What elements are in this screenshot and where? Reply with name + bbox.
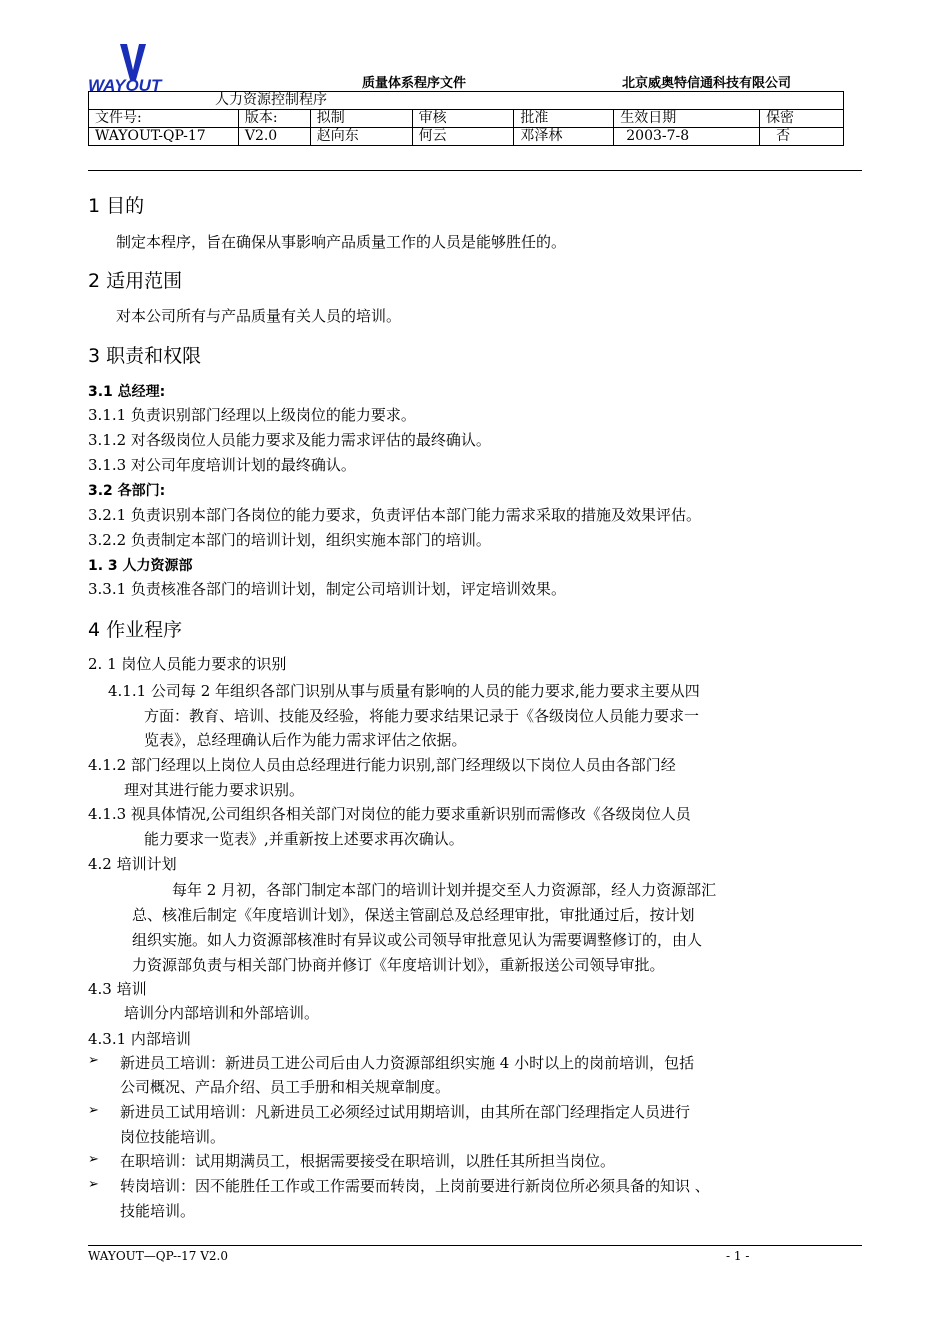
arrow-bullet-icon: ➢ [88,1103,99,1118]
item-4-1-3-line: 能力要求一览表》,并重新按上述要求再次确认。 [144,830,464,848]
bullet-item-line: 在职培训：试用期满员工，根据需要接受在职培训，以胜任其所担当岗位。 [120,1152,616,1170]
subsection-4-3-1: 4.3.1 内部培训 [88,1030,191,1048]
bullet-item-line: 转岗培训：因不能胜任工作或工作需要而转岗，上岗前要进行新岗位所必须具备的知识 、 [120,1177,710,1195]
bullet-item-line: 技能培训。 [120,1202,196,1220]
value-cell: 何云 [412,128,514,146]
subsection-4-3: 4.3 培训 [88,980,147,998]
section-2-body: 对本公司所有与产品质量有关人员的培训。 [116,307,402,325]
item-4-1-2-line: 理对其进行能力要求识别。 [124,781,305,799]
item-4-1-1-line: 览表》，总经理确认后作为能力需求评估之依据。 [144,731,467,749]
training-plan-line: 每年 2 月初，各部门制定本部门的培训计划并提交至人力资源部，经人力资源部汇 [172,881,717,899]
value-cell: WAYOUT-QP-17 [89,128,239,146]
header-cell: 审核 [412,110,514,128]
section-2-heading: 2 适用范围 [88,270,183,292]
page-number: - 1 - [726,1249,750,1263]
item-3-1-2: 3.1.2 对各级岗位人员能力要求及能力需求评估的最终确认。 [88,431,491,449]
header-cell: 拟制 [310,110,412,128]
section-3-heading: 3 职责和权限 [88,345,202,367]
item-4-1-1-line: 4.1.1 公司每 2 年组织各部门识别从事与质量有影响的人员的能力要求,能力要求主要从四 [108,682,700,700]
item-4-1-1-line: 方面：教育、培训、技能及经验，将能力要求结果记录于《各级岗位人员能力要求一 [144,707,700,725]
document-info-table [88,91,844,146]
value-cell: 邓泽林 [514,128,614,146]
training-types: 培训分内部培训和外部培训。 [124,1004,320,1022]
subsection-3-3: 1. 3 人力资源部 [88,558,193,574]
company-name: 北京威奥特信通科技有限公司 [622,76,792,91]
header-cell: 生效日期 [614,110,760,128]
value-cell: 赵向东 [310,128,412,146]
procedure-title: 人力资源控制程序 [89,92,844,110]
item-3-1-1: 3.1.1 负责识别部门经理以上级岗位的能力要求。 [88,406,416,424]
item-4-1-2-line: 4.1.2 部门经理以上岗位人员由总经理进行能力识别,部门经理级以下岗位人员由各部门经 [88,756,676,774]
header-divider [88,170,862,171]
document-type: 质量体系程序文件 [362,76,467,91]
bullet-item-line: 岗位技能培训。 [120,1128,226,1146]
header-cell: 批准 [514,110,614,128]
header-cell: 文件号: [89,110,239,128]
training-plan-line: 力资源部负责与相关部门协商并修订《年度培训计划》，重新报送公司领导审批。 [132,956,665,974]
arrow-bullet-icon: ➢ [88,1053,99,1068]
item-3-2-2: 3.2.2 负责制定本部门的培训计划，组织实施本部门的培训。 [88,531,491,549]
value-cell: 2003-7-8 [614,128,760,146]
item-3-3-1: 3.3.1 负责核准各部门的培训计划，制定公司培训计划，评定培训效果。 [88,580,566,598]
header-cell: 版本: [238,110,310,128]
table-row [89,128,844,146]
bullet-item-line: 公司概况、产品介绍、员工手册和相关规章制度。 [120,1078,451,1096]
bullet-item-line: 新进员工培训：新进员工进公司后由人力资源部组织实施 4 小时以上的岗前培训，包括 [120,1054,695,1072]
bullet-item-line: 新进员工试用培训：凡新进员工必须经过试用期培训，由其所在部门经理指定人员进行 [120,1103,691,1121]
section-1-body: 制定本程序，旨在确保从事影响产品质量工作的人员是能够胜任的。 [116,233,567,251]
subsection-3-2: 3.2 各部门: [88,483,166,499]
subsection-4-2: 4.2 培训计划 [88,855,177,873]
item-3-1-3: 3.1.3 对公司年度培训计划的最终确认。 [88,456,356,474]
item-4-1-3-line: 4.1.3 视具体情况,公司组织各相关部门对岗位的能力要求重新识别而需修改《各级岗位人员 [88,805,691,823]
logo-wordmark: WAYOUT [88,76,162,95]
section-4-heading: 4 作业程序 [88,619,183,641]
arrow-bullet-icon: ➢ [88,1177,99,1192]
training-plan-line: 组织实施。如人力资源部核准时有异议或公司领导审批意见认为需要调整修订的，由人 [132,931,703,949]
arrow-bullet-icon: ➢ [88,1152,99,1167]
training-plan-line: 总、核准后制定《年度培训计划》，保送主管副总及总经理审批，审批通过后，按计划 [132,906,695,924]
footer-divider [88,1245,862,1246]
subsection-3-1: 3.1 总经理: [88,384,166,400]
value-cell: 否 [760,128,844,146]
wayout-logo-icon [118,44,148,80]
section-1-heading: 1 目的 [88,195,145,217]
subsection-4-1: 2. 1 岗位人员能力要求的识别 [88,655,287,673]
header-cell: 保密 [760,110,844,128]
footer-doc-id: WAYOUT—QP--17 V2.0 [88,1249,228,1263]
value-cell: V2.0 [238,128,310,146]
table-row [89,110,844,128]
item-3-2-1: 3.2.1 负责识别本部门各岗位的能力要求，负责评估本部门能力需求采取的措施及效果评估。 [88,506,701,524]
